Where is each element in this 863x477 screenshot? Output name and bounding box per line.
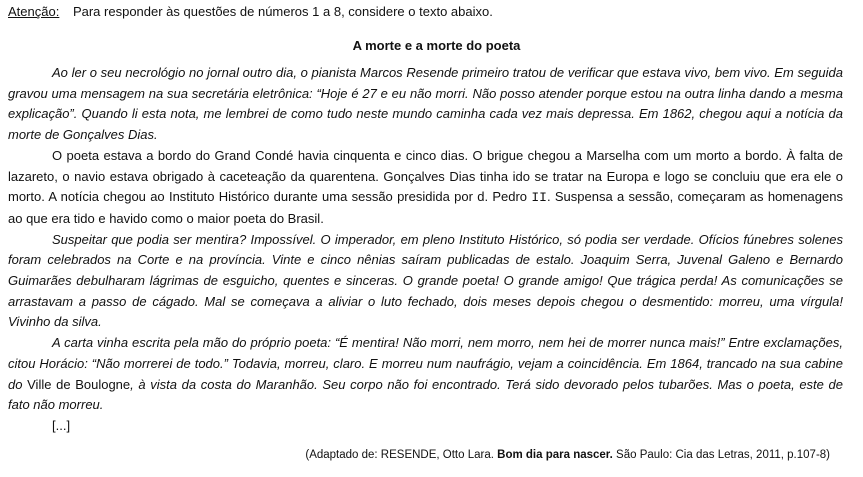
paragraph-2 [8, 146, 843, 230]
paragraph-2-text-a: O poeta estava a bordo do Grand Condé havia cinquenta e cinco dias. O brigue chegou a Marselha com um morto a bordo. À falta de lazareto, o navio estava obrigado à caceteação da quarentena. Gonçalves Dias tinha ido se tratar na Europa e logo se concluiu que era ele o morto. A notícia chegou ao Instituto Histórico durante uma sessão presidida por d. Pedro [8, 147, 843, 205]
article-body [8, 63, 843, 435]
paragraph-2-text-b: . Suspensa a sessão, começaram as homenagens ao que era tido e havido como o maior poeta do Brasil. [8, 189, 843, 226]
citation-book-title: Bom dia para nascer. [497, 449, 613, 461]
ship-name: Ville de Boulogne [27, 376, 131, 392]
citation-suffix: São Paulo: Cia das Letras, 2011, p.107-8) [616, 449, 830, 461]
instruction-text: Para responder às questões de números 1 a 8, considere o texto abaixo. [72, 4, 493, 19]
roman-numeral: II [531, 190, 547, 206]
citation-prefix: (Adaptado de: RESENDE, Otto Lara. [305, 449, 494, 461]
instruction-line [8, 4, 843, 20]
paragraph-3: Suspeitar que podia ser mentira? Impossível. O imperador, em pleno Instituto Histórico, só podia ser verdade. Ofícios fúnebres solenes foram celebrados na Corte e na província. Vinte e cinco nênias saíram publicadas de estalo. Joaquim Serra, Juvenal Galeno e Bernardo Guimarães debulharam lágrimas de esguicho, quentes e sinceras. O grande poeta! O grande amigo! Que trágica perda! As comunicações se arrastavam a passo de cágado. Mal se começava a aliviar o luto fechado, dois meses depois chegou o desmentido: morreu, uma vírgula! Vivinho da silva. [8, 231, 843, 330]
paragraph-4-text-b: , à vista da costa do Maranhão. Seu corpo não foi encontrado. Terá sido devorado pelos tubarões. Mas o poeta, este de fato não morreu. [8, 376, 843, 413]
paragraph-4 [8, 333, 843, 416]
paragraph-1: Ao ler o seu necrológio no jornal outro dia, o pianista Marcos Resende primeiro tratou de verificar que estava vivo, bem vivo. Em seguida gravou uma mensagem na sua secretária eletrônica: “Hoje é 27 e eu não morri. Não posso atender porque estou na outra linha dando a mesma explicação”. Quando li esta nota, me lembrei de como tudo neste mundo caminha cada vez mais depressa. Em 1862, chegou aqui a notícia da morte de Gonçalves Dias. [8, 65, 843, 143]
instruction-label: Atenção: [8, 4, 60, 19]
paragraph-4-text-a: A carta vinha escrita pela mão do próprio poeta: “É mentira! Não morri, nem morro, nem hei de morrer nunca mais!” Entre exclamações, citou Horácio: “Não morrerei de todo.” Todavia, morreu, claro. E morreu num naufrágio, vejam a coincidência. Em 1864, trancado na sua cabine do [8, 335, 843, 392]
article-title: A morte e a morte do poeta [352, 38, 521, 53]
source-citation [305, 448, 830, 462]
ellipsis: [...] [52, 417, 71, 433]
